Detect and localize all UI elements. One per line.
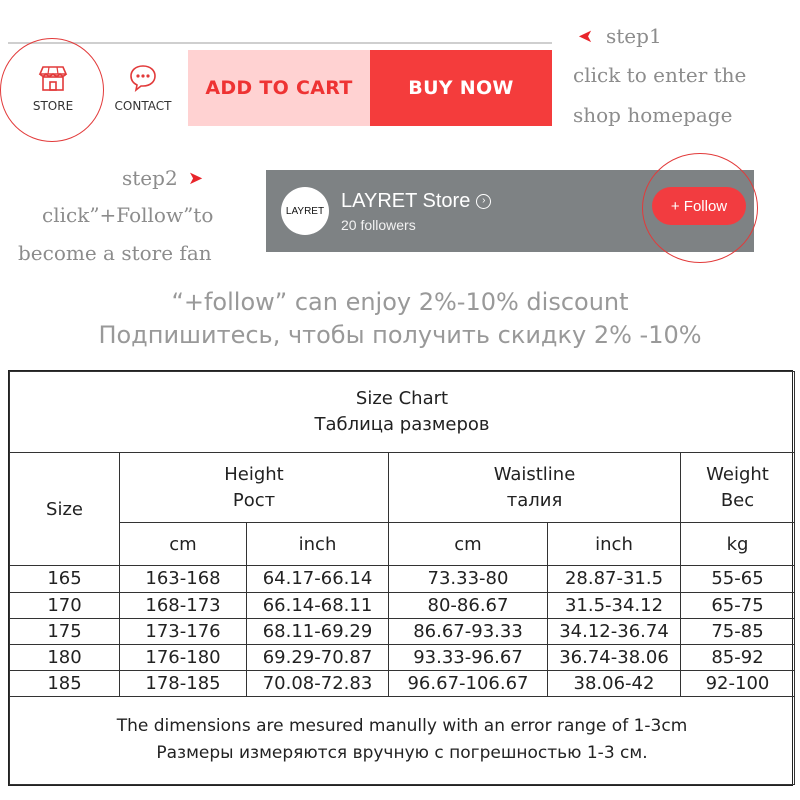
table-row <box>10 644 795 670</box>
col-header-waist-en: Waistline <box>493 463 576 485</box>
col-header-weight-en: Weight <box>706 463 769 485</box>
step2-note-line2: become a store fan <box>18 241 212 265</box>
store-info <box>341 190 491 233</box>
col-header-height-en: Height <box>224 463 284 485</box>
cell-waist-inch: 31.5-34.12 <box>548 592 681 618</box>
contact-button[interactable] <box>98 50 188 126</box>
cell-waist-cm: 73.33-80 <box>389 566 548 592</box>
cell-height-cm: 176-180 <box>120 644 247 670</box>
chevron-right-icon: › <box>476 194 491 209</box>
cell-weight-kg: 65-75 <box>681 592 795 618</box>
col-header-height-ru: Рост <box>232 489 276 511</box>
cell-height-inch: 69.29-70.87 <box>247 644 389 670</box>
store-name-link[interactable] <box>341 190 491 213</box>
add-to-cart-button[interactable]: ADD TO CART <box>188 50 370 126</box>
cell-waist-inch: 28.87-31.5 <box>548 566 681 592</box>
cell-height-cm: 178-185 <box>120 670 247 696</box>
cell-weight-kg: 85-92 <box>681 644 795 670</box>
unit-height-inch: inch <box>247 523 389 566</box>
cell-size: 175 <box>10 618 120 644</box>
col-header-height <box>120 453 389 523</box>
col-header-waistline <box>389 453 681 523</box>
col-header-size: Size <box>10 453 120 566</box>
table-row <box>10 566 795 592</box>
cell-waist-cm: 86.67-93.33 <box>389 618 548 644</box>
cell-height-cm: 168-173 <box>120 592 247 618</box>
cell-size: 180 <box>10 644 120 670</box>
cell-height-inch: 70.08-72.83 <box>247 670 389 696</box>
table-row <box>10 618 795 644</box>
col-header-waist-ru: талия <box>506 489 563 511</box>
cell-height-inch: 64.17-66.14 <box>247 566 389 592</box>
footer-note-ru: Размеры измеряются вручную с погрешностью 1-3 см. <box>156 743 648 764</box>
cell-height-cm: 173-176 <box>120 618 247 644</box>
size-chart-title-en: Size Chart <box>355 388 449 410</box>
cell-waist-inch: 34.12-36.74 <box>548 618 681 644</box>
footer-note-en: The dimensions are mesured manully with an error range of 1-3cm <box>116 716 688 737</box>
size-chart-footer <box>10 696 795 784</box>
follow-button[interactable]: + Follow <box>652 187 746 225</box>
size-chart <box>8 370 793 786</box>
cell-weight-kg: 75-85 <box>681 618 795 644</box>
step2-label: step2 <box>122 166 178 190</box>
store-logo[interactable]: LAYRET <box>281 187 329 235</box>
unit-weight-kg: kg <box>681 523 795 566</box>
cell-height-inch: 68.11-69.29 <box>247 618 389 644</box>
step1-note-line1: click to enter the <box>573 63 747 87</box>
size-chart-table <box>9 371 795 785</box>
size-chart-title-ru: Таблица размеров <box>314 414 490 436</box>
store-name: LAYRET Store <box>341 189 471 212</box>
promo-line-en: “+follow” can enjoy 2%-10% discount <box>171 288 629 316</box>
step1-arrow-icon: ➤ <box>578 26 594 47</box>
cell-size: 170 <box>10 592 120 618</box>
buy-now-button[interactable]: BUY NOW <box>370 50 552 126</box>
step1-label: step1 <box>606 24 662 48</box>
store-highlight-circle <box>0 38 104 142</box>
top-divider <box>8 42 552 44</box>
step2-arrow-icon: ➤ <box>188 168 204 189</box>
cell-waist-cm: 93.33-96.67 <box>389 644 548 670</box>
cell-height-inch: 66.14-68.11 <box>247 592 389 618</box>
col-header-weight-ru: Вес <box>720 489 755 511</box>
follower-count: 20 followers <box>341 216 416 233</box>
cell-weight-kg: 55-65 <box>681 566 795 592</box>
follow-highlight-circle <box>642 153 758 263</box>
table-row <box>10 670 795 696</box>
step1-note-line2: shop homepage <box>573 103 733 127</box>
unit-waist-inch: inch <box>548 523 681 566</box>
store-label: STORE <box>32 99 74 113</box>
cell-waist-cm: 96.67-106.67 <box>389 670 548 696</box>
chat-icon <box>128 63 158 93</box>
cell-size: 185 <box>10 670 120 696</box>
step2-note-line1: click”+Follow”to <box>42 203 214 227</box>
unit-waist-cm: cm <box>389 523 548 566</box>
promo-line-ru: Подпишитесь, чтобы получить скидку 2% -10% <box>98 321 702 349</box>
contact-label: CONTACT <box>114 99 172 113</box>
table-row <box>10 592 795 618</box>
cell-size: 165 <box>10 566 120 592</box>
cell-waist-cm: 80-86.67 <box>389 592 548 618</box>
unit-height-cm: cm <box>120 523 247 566</box>
cell-height-cm: 163-168 <box>120 566 247 592</box>
size-chart-title <box>10 372 795 453</box>
cell-waist-inch: 38.06-42 <box>548 670 681 696</box>
col-header-weight <box>681 453 795 523</box>
cell-weight-kg: 92-100 <box>681 670 795 696</box>
cell-waist-inch: 36.74-38.06 <box>548 644 681 670</box>
